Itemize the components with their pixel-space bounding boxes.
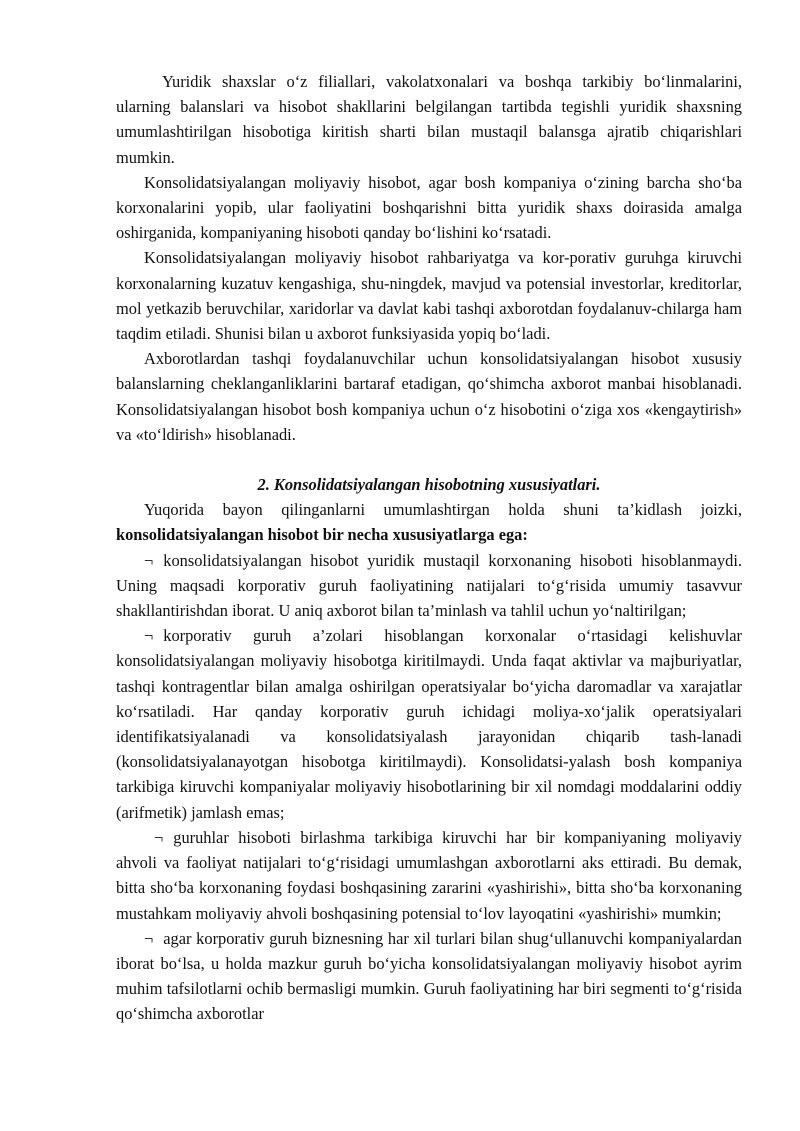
paragraph: Axborotlardan tashqi foydalanuvchilar uchun konsolidatsiyalangan hisobot xususiy balanslarning cheklanganliklarini bartaraf etadigan, qo‘shimcha axborot manbai hisoblanadi. Konsolidatsiyalangan hisobot bosh kompaniya uchun o‘z hisobotini o‘ziga xos «kengaytirish» va «to‘ldirish» hisoblanadi. (116, 349, 742, 444)
bullet-symbol: ¬ (144, 928, 154, 948)
list-item-text: guruhlar hisoboti birlashma tarkibiga kiruvchi har bir kompaniyaning moliyaviy ahvoli va faoliyat natijalari to‘g‘risidagi umumlashgan axborotlarni aks ettiradi. Bu demak, bitta sho‘ba korxonaning foydasi boshqasining zararini «yashirishi», bitta sho‘ba korxonaning mustahkam moliyaviy ahvoli boshqasining potensial to‘lov layoqatini «yashirishi» mumkin; (116, 827, 742, 923)
list-item-text: konsolidatsiyalangan hisobot yuridik mustaqil korxonaning hisoboti hisoblanmaydi. Uning maqsadi korporativ guruh faoliyatining natijalari to‘g‘risida umumiy tasavvur shakllantirishdan iborat. U aniq axborot bilan ta’minlash va tahlil uchun yo‘naltirilgan; (116, 550, 742, 621)
list-item (116, 623, 742, 825)
bullet-symbol: ¬ (144, 550, 154, 570)
paragraph: Konsolidatsiyalangan moliyaviy hisobot, agar bosh kompaniya o‘zining barcha sho‘ba korxonalarini yopib, ular faoliyatini boshqarishni bitta yuridik shaxs doirasida amalga oshirganida, kompaniyaning hisoboti qanday bo‘lishini ko‘rsatadi. (116, 172, 742, 243)
paragraph: Yuridik shaxslar o‘z filiallari, vakolatxonalari va boshqa tarkibiy bo‘linmalarini, ularning balanslari va hisobot shakllarini belgilangan tartibda tegishli yuridik shaxsning umumlashtirilgan hisobotiga kiritish sharti bilan mustaqil balansga ajratib chiqarishlari mumkin. (116, 72, 742, 167)
document-page (116, 69, 742, 1027)
section-heading: 2. Konsolidatsiyalangan hisobotning xususiyatlari. (257, 475, 601, 495)
section-intro (116, 497, 742, 547)
list-item (116, 926, 742, 1027)
section-intro-text: Yuqorida bayon qilinganlarni umumlashtirgan holda shuni ta’kidlash joizki, (144, 500, 742, 520)
list-item (116, 825, 742, 926)
bullet-symbol: ¬ (144, 626, 154, 646)
bullet-symbol: ¬ (154, 827, 164, 847)
list-item (116, 548, 742, 624)
list-item-text: korporativ guruh a’zolari hisoblangan korxonalar o‘rtasidagi kelishuvlar konsolidatsiyalangan moliyaviy hisobotga kiritilmaydi. Unda faqat aktivlar va majburiyatlar, tashqi kontragentlar bilan amalga oshirilgan operatsiyalar bo‘yicha daromadlar va xarajatlar ko‘rsatiladi. Har qanday korporativ guruh ichidagi moliya-xo‘jalik operatsiyalari identifikatsiyalanadi va konsolidatsiyalash jarayonidan chiqarib tash-lanadi (konsolidatsiyalanayotgan hisobotga kiritilmaydi). Konsolidatsi-yalash bosh kompaniya tarkibiga kiruvchi kompaniyalar moliyaviy hisobotlarining bir xil nomdagi moddalarini oddiy (arifmetik) jamlash emas; (116, 626, 742, 822)
paragraph: Konsolidatsiyalangan moliyaviy hisobot rahbariyatga va kor-porativ guruhga kiruvchi korxonalarning kuzatuv kengashiga, shu-ningdek, mavjud va potensial investorlar, kreditorlar, mol yetkazib beruvchilar, xaridorlar va davlat kabi tashqi axborotdan foydalanuv-chilarga ham taqdim etiladi. Shunisi bilan u axborot funksiyasida yopiq bo‘ladi. (116, 248, 742, 344)
section-intro-bold: konsolidatsiyalangan hisobot bir necha xususiyatlarga ega: (116, 525, 528, 545)
list-item-text: agar korporativ guruh biznesning har xil turlari bilan shug‘ullanuvchi kompaniyalardan iborat bo‘lsa, u holda mazkur guruh bo‘yicha konsolidatsiyalangan moliyaviy hisobot ayrim muhim tafsilotlarni ochib bermasligi mumkin. Guruh faoliyatining har biri segmenti to‘g‘risida qo‘shimcha axborotlar (116, 928, 742, 1024)
